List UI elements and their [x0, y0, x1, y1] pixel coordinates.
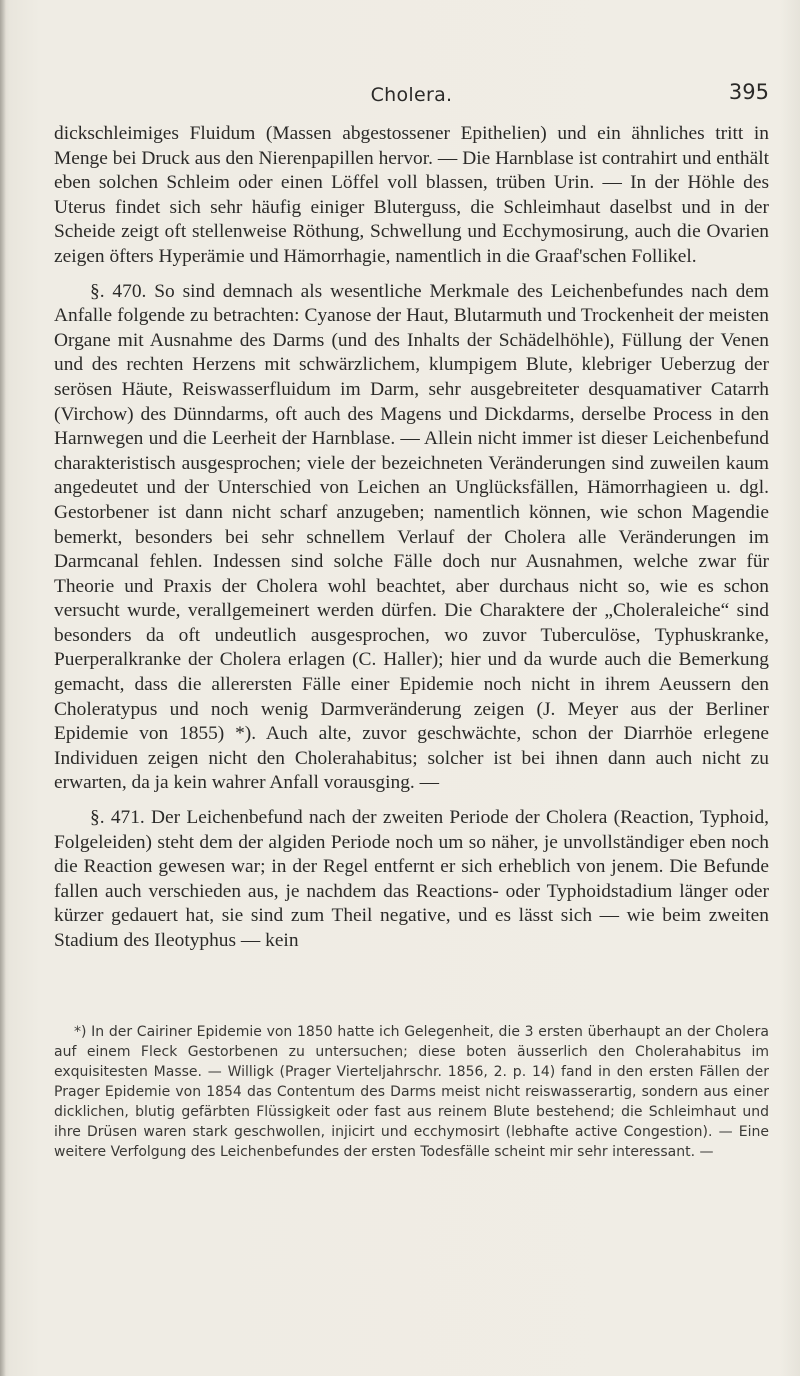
- paragraph-section-471: §. 471. Der Leichenbefund nach der zweiten Periode der Cholera (Reaction, Typhoid, Folgeleiden) steht dem der algiden Periode noch um so näher, je unvollständiger eben noch die Reaction gewesen war; in der Regel entfernt er sich erheblich von jenem. Die Befunde fallen auch verschieden aus, je nachdem das Reactions- oder Typhoidstadium länger oder kürzer gedauert hat, sie sind zum Theil negative, und es lässt sich — wie beim zweiten Stadium des Ileotyphus — kein: [54, 807, 769, 951]
- running-head: Cholera.: [370, 84, 453, 106]
- paragraph-section-470: §. 470. So sind demnach als wesentliche Merkmale des Leichenbefundes nach dem Anfalle folgende zu betrachten: Cyanose der Haut, Blutarmuth und Trockenheit der meisten Organe mit Ausnahme des Darms (und des Inhalts der Schädelhöhle), Füllung der Venen und des rechten Herzens mit schwärzlichem, klumpigem Blute, klebriger Ueberzug der serösen Häute, Reiswasserfluidum im Darm, sehr ausgebreiteter desquamativer Catarrh (Virchow) des Dünndarms, oft auch des Magens und Dickdarms, derselbe Process in den Harnwegen und die Leerheit der Harnblase. — Allein nicht immer ist dieser Leichenbefund charakteristisch ausgesprochen; viele der bezeichneten Veränderungen sind zuweilen kaum angedeutet und der Unterschied von Leichen an Unglücksfällen, Hämorrhagieen u. dgl. Gestorbener ist dann nicht scharf anzugeben; namentlich können, wie schon Magendie bemerkt, besonders bei sehr schnellem Verlauf der Cholera alle Veränderungen im Darmcanal fehlen. Indessen sind solche Fälle doch nur Ausnahmen, welche zwar für Theorie und Praxis der Cholera wohl beachtet, aber durchaus nicht so, wie es schon versucht wurde, verallgemeinert werden dürfen. Die Charaktere der „Choleraleiche“ sind besonders da oft undeutlich ausgesprochen, wo zuvor Tuberculöse, Typhuskranke, Puerperalkranke der Cholera erlagen (C. Haller); hier und da wurde auch die Bemerkung gemacht, dass die allerersten Fälle einer Epidemie noch nicht in ihrem Aeussern den Choleratypus und noch wenig Darmveränderung zeigen (J. Meyer aus der Berliner Epidemie von 1855) *). Auch alte, zuvor geschwächte, schon der Diarrhöe erlegene Individuen zeigen nicht den Cholerahabitus; solcher ist bei ihnen dann auch nicht zu erwarten, da ja kein wahrer Anfall vorausging. —: [54, 280, 769, 794]
- page-number: 395: [728, 80, 769, 104]
- paragraph-continuation: dickschleimiges Fluidum (Massen abgestossener Epithelien) und ein ähnliches tritt in Menge bei Druck aus den Nierenpapillen hervor. — Die Harnblase ist contrahirt und enthält eben solchen Schleim oder einen Löffel voll blassen, trüben Urin. — In der Höhle des Uterus findet sich sehr häufig einiger Bluterguss, die Schleimhaut daselbst und in der Scheide zeigt oft stellenweise Röthung, Schwellung und Ecchymosirung, auch die Ovarien zeigen öfters Hyperämie und Hämorrhagie, namentlich in die Graaf'schen Follikel.: [54, 123, 769, 267]
- page-header: [54, 80, 769, 114]
- body-text: [54, 122, 769, 964]
- page-edge-shadow: [0, 0, 6, 1376]
- footnote: *) In der Cairiner Epidemie von 1850 hatte ich Gelegenheit, die 3 ersten überhaupt an der Cholera auf einem Fleck Gestorbenen zu untersuchen; diese boten äusserlich den Cholerahabitus im exquisitesten Masse. — Willigk (Prager Vierteljahrschr. 1856, 2. p. 14) fand in den ersten Fällen der Prager Epidemie von 1854 das Contentum des Darms meist nicht reiswasserartig, sondern aus einer dicklichen, blutig gefärbten Flüssigkeit oder fast aus reinem Blute bestehend; die Schleimhaut und ihre Drüsen waren stark geschwollen, injicirt und ecchymosirt (lebhafte active Congestion). — Eine weitere Verfolgung des Leichenbefundes der ersten Todesfälle scheint mir sehr interessant. —: [54, 1024, 769, 1160]
